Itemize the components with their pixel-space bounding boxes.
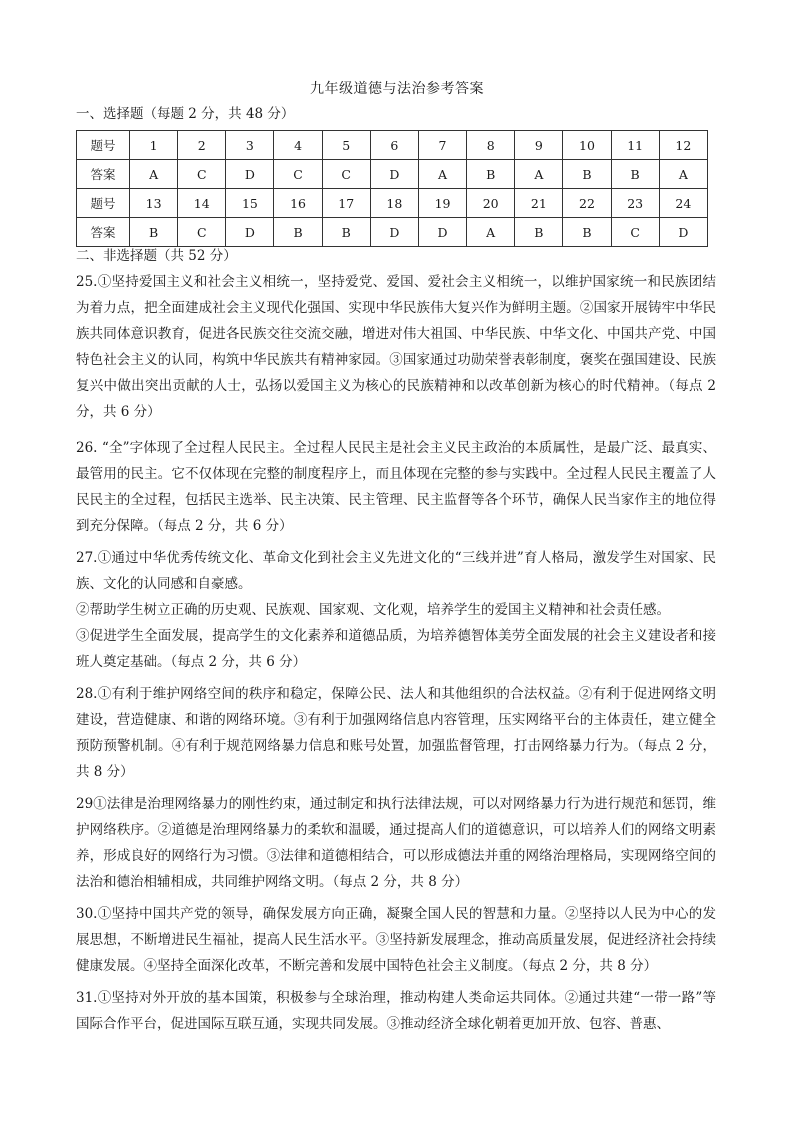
answer-25: 25.①坚持爱国主义和社会主义相统一，坚持爱党、爱国、爱社会主义相统一，以维护国家统一和民族团结为着力点，把全面建成社会主义现代化强国、实现中华民族伟大复兴作为鲜明主题。②国家开展铸牢中华民族共同体意识教育，促进各民族交往交流交融，增进对伟大祖国、中华民族、中华文化、中国共产党、中国特色社会主义的认同，构筑中华民族共有精神家园。③国家通过功勋荣誉表彰制度，褒奖在强国建设、民族复兴中做出突出贡献的人士，弘扬以爱国主义为核心的民族精神和以改革创新为核心的时代精神。（每点 2 分，共 6 分） <box>76 274 716 420</box>
answer-letter: B <box>515 218 563 247</box>
question-number: 9 <box>515 131 563 160</box>
answer-31: 31.①坚持对外开放的基本国策，积极参与全球治理，推动构建人类命运共同体。②通过共建“一带一路”等国际合作平台，促进国际互联互通，实现共同发展。③推动经济全球化朝着更加开放、包容、普惠、 <box>76 990 716 1032</box>
answer-letter: D <box>226 218 274 247</box>
question-number: 5 <box>322 131 370 160</box>
answer-letter: D <box>370 218 418 247</box>
answer-letter: A <box>467 218 515 247</box>
answer-letter: C <box>274 160 322 189</box>
answer-27-point-3: ③促进学生全面发展，提高学生的文化素养和道德品质，为培养德智体美劳全面发展的社会主义建设者和接班人奠定基础。（每点 2 分，共 6 分） <box>76 628 716 670</box>
section2-heading: 二、非选择题（共 52 分） <box>76 248 237 264</box>
question-number: 1 <box>130 131 178 160</box>
page-title: 九年级道德与法治参考答案 <box>310 81 484 97</box>
question-number: 18 <box>370 189 418 218</box>
answer-letter: D <box>659 218 707 247</box>
question-number: 23 <box>611 189 659 218</box>
answer-letter: C <box>322 160 370 189</box>
answer-30: 30.①坚持中国共产党的领导，确保发展方向正确，凝聚全国人民的智慧和力量。②坚持以人民为中心的发展思想，不断增进民生福祉，提高人民生活水平。③坚持新发展理念，推动高质量发展，促进经济社会持续健康发展。④坚持全面深化改革，不断完善和发展中国特色社会主义制度。（每点 2 分，共 8 分） <box>76 906 716 974</box>
answer-letter: D <box>370 160 418 189</box>
answer-letter: B <box>467 160 515 189</box>
question-number: 4 <box>274 131 322 160</box>
question-number: 17 <box>322 189 370 218</box>
question-number: 12 <box>659 131 707 160</box>
question-number: 2 <box>178 131 226 160</box>
row-label: 题号 <box>77 131 130 160</box>
answer-letter: A <box>515 160 563 189</box>
question-number: 21 <box>515 189 563 218</box>
row-label: 答案 <box>77 218 130 247</box>
question-number: 19 <box>418 189 466 218</box>
question-number: 10 <box>563 131 611 160</box>
question-number: 8 <box>467 131 515 160</box>
answer-letter: C <box>178 218 226 247</box>
table-row <box>77 160 708 189</box>
answer-letter: A <box>659 160 707 189</box>
answer-27 <box>76 545 716 675</box>
answer-letter: B <box>611 160 659 189</box>
answer-letter: D <box>418 218 466 247</box>
answer-26: 26. “全”字体现了全过程人民民主。全过程人民民主是社会主义民主政治的本质属性，是最广泛、最真实、最管用的民主。它不仅体现在完整的制度程序上，而且体现在完整的参与实践中。全过程人民民主覆盖了人民民主的全过程，包括民主选举、民主决策、民主管理、民主监督等各个环节，确保人民当家作主的地位得到充分保障。（每点 2 分，共 6 分） <box>76 440 716 534</box>
answer-27-point-1: 27.①通过中华优秀传统文化、革命文化到社会主义先进文化的“三线并进”育人格局，激发学生对国家、民族、文化的认同感和自豪感。 <box>76 550 716 592</box>
answer-letter: A <box>418 160 466 189</box>
section1-heading: 一、选择题（每题 2 分，共 48 分） <box>76 106 295 122</box>
question-number: 16 <box>274 189 322 218</box>
question-number: 14 <box>178 189 226 218</box>
question-number: 15 <box>226 189 274 218</box>
answer-letter: B <box>274 218 322 247</box>
answer-letter: B <box>563 218 611 247</box>
question-number: 3 <box>226 131 274 160</box>
question-number: 6 <box>370 131 418 160</box>
answer-letter: D <box>226 160 274 189</box>
answer-letter: C <box>178 160 226 189</box>
question-number: 22 <box>563 189 611 218</box>
question-number: 20 <box>467 189 515 218</box>
answer-letter: B <box>563 160 611 189</box>
answer-letter: B <box>322 218 370 247</box>
answer-29: 29①法律是治理网络暴力的刚性约束，通过制定和执行法律法规，可以对网络暴力行为进行规范和惩罚，维护网络秩序。②道德是治理网络暴力的柔软和温暖，通过提高人们的道德意识，可以培养人们的网络文明素养，形成良好的网络行为习惯。③法律和道德相结合，可以形成德法并重的网络治理格局，实现网络空间的法治和德治相辅相成，共同维护网络文明。（每点 2 分，共 8 分） <box>76 796 716 890</box>
row-label: 题号 <box>77 189 130 218</box>
answer-27-point-2: ②帮助学生树立正确的历史观、民族观、国家观、文化观，培养学生的爱国主义精神和社会责任感。 <box>76 602 670 618</box>
table-row <box>77 131 708 160</box>
answer-letter: A <box>130 160 178 189</box>
table-row <box>77 218 708 247</box>
question-number: 7 <box>418 131 466 160</box>
table-row <box>77 189 708 218</box>
row-label: 答案 <box>77 160 130 189</box>
question-number: 13 <box>130 189 178 218</box>
question-number: 11 <box>611 131 659 160</box>
answer-28: 28.①有利于维护网络空间的秩序和稳定，保障公民、法人和其他组织的合法权益。②有利于促进网络文明建设，营造健康、和谐的网络环境。③有利于加强网络信息内容管理，压实网络平台的主体责任，建立健全预防预警机制。④有利于规范网络暴力信息和账号处置，加强监督管理，打击网络暴力行为。（每点 2 分，共 8 分） <box>76 686 716 780</box>
answer-letter: B <box>130 218 178 247</box>
answer-table <box>76 130 708 247</box>
question-number: 24 <box>659 189 707 218</box>
answer-letter: C <box>611 218 659 247</box>
